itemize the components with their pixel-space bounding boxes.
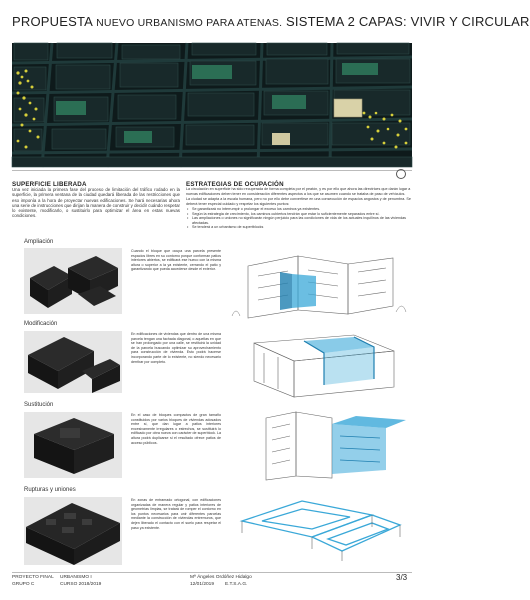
list-item: • Se garantizará no interrumpir o prolongar el exceso los caminos ya existentes. (192, 207, 412, 212)
building-sketch-icon (234, 329, 410, 403)
footer-group: GRUPO C (12, 582, 35, 587)
list-item: • Las ampliaciones o uniones no significarán ningún perjuicio para las condiciones de vida de los actuales inquilinos de las viviendas afectadas. (192, 216, 412, 225)
sketch-rupturas (232, 491, 410, 567)
footer-project: PROYECTO FINAL (12, 575, 54, 580)
model-blocks-icon (24, 497, 122, 565)
sketch-ampliacion (228, 246, 410, 322)
section-heading-estrategias: ESTRATEGIAS DE OCUPACIÓN (186, 181, 284, 188)
category-text-modificacion: En edificaciones de viviendas que dentro de una misma parcela tengan una fachada diagonal, o aquellas en que se han prolongado por una calle, se restituirá la unidad de la parcela buscando optimizar su aprovechamiento para construcción de vivienda. Esto podrá hacerse incorporando parte de lo existente, no siendo necesario derribar por completo. (131, 332, 221, 364)
page-number: 3/3 (396, 573, 408, 582)
divider (12, 170, 412, 171)
category-text-rupturas: En zonas de entramado ortogonal, con edificaciones organizadas de manera regular y patios interiores de geometrías limpias, se tratará de romper el contorno en los puntos necesarios para unir diferentes parcelas mediante la construcción de viviendas entremuros, que dejen liberado el contacto con el suelo para respetar el paso ya existente. (131, 498, 221, 530)
page-title (12, 14, 530, 29)
hero-model-photo (12, 43, 412, 167)
building-sketch-icon (236, 404, 410, 484)
category-title-ampliacion: Ampliación (24, 239, 54, 245)
list-item: • Según la estrategia de crecimiento, los caminos cubiertos tendrán que estar lo suficientemente separados entre sí. (192, 212, 412, 217)
model-photo-modificacion (24, 331, 122, 393)
model-photo-icon (12, 43, 412, 167)
sketch-sustitucion (236, 404, 410, 484)
category-text-sustitucion: En el caso de bloques compactos de gran tamaño constituidos por varios bloques de viviendas adosados entre sí, que dan lugar a patios interiores excesivamente irregulares o estrechos, se sustituirá lo edificado por obra nueva con carácter de superblock. La altura podrá duplicarse si el resultado ofrece patios de acceso públicos. (131, 413, 221, 445)
model-photo-ampliacion (24, 248, 122, 314)
model-blocks-icon (24, 248, 122, 314)
estrategias-list (186, 207, 412, 230)
estrategias-paragraph: La circulación en superficie ha sido recuperada de forma completa por el peatón, y es por ello que ahora las directrices que darán lugar a nuevas edificaciones deben tener en consideración diferentes aspectos a los que se asumen cuando se trataba de paso de vehículos. (186, 187, 411, 196)
estrategias-body (186, 187, 412, 230)
footer-course: CURSO 2018/2019 (60, 582, 102, 587)
estrategias-paragraph: La ciudad se adapta a la escala humana, pero no por ello debe convertirse en una consecución de espacios angostos y de penumbra. Se deberá tener especial cuidado y respetar los siguientes puntos: (186, 197, 411, 206)
model-photo-sustitucion (24, 412, 122, 478)
sketch-modificacion (234, 329, 410, 403)
circle-icon (396, 169, 406, 179)
list-item: • Se tenderá a un urbanismo de supertblocks (192, 225, 412, 230)
model-blocks-icon (24, 412, 122, 478)
footer-subject: URBANISMO I (60, 575, 92, 580)
footer-school: E.T.S.A.G. (225, 582, 248, 587)
category-title-modificacion: Modificación (24, 321, 58, 327)
building-sketch-icon (232, 491, 410, 567)
category-title-sustitucion: Sustitución (24, 402, 54, 408)
title-part-3: SISTEMA 2 CAPAS: VIVIR Y CIRCULAR (282, 14, 530, 29)
model-photo-rupturas (24, 497, 122, 565)
footer-author: Mª Ángeles Ordóñez Hidalgo (190, 575, 252, 580)
building-sketch-icon (228, 246, 410, 322)
intro-text: Una vez iniciada la primera fase del proceso de limitación del tráfico rodado en la superficie, la primera ventana de la ciudad quedará liberada de las restricciones que eso imponía a la hora de proyectar nuevas edificaciones. Se hará necesarias ahora una serie de instrucciones que dirijan la manera de construir y decidir cuándo respetar lo existente, modificarlo, o sustituirlo para optimizar el área en estas nuevas condiciones. (12, 187, 180, 219)
title-part-2: NUEVO URBANISMO PARA ATENAS. (93, 17, 283, 29)
category-title-rupturas: Rupturas y uniones (24, 487, 76, 493)
footer-date: 12/01/2019 (190, 582, 215, 587)
section-heading-superficie: SUPERFICIE LIBERADA (12, 181, 87, 188)
footer-divider (12, 572, 412, 573)
category-text-ampliacion: Cuando el bloque que ocupa una parcela presente espacios libres en su contorno porque conforman patios interiores abiertos, se edificará ese hueco con la misma altura o superior a la ya existente, cerrando el patio y garantizando que pueda accederse desde el exterior. (131, 249, 221, 272)
title-part-1: PROPUESTA (12, 14, 94, 29)
model-blocks-icon (24, 331, 122, 393)
